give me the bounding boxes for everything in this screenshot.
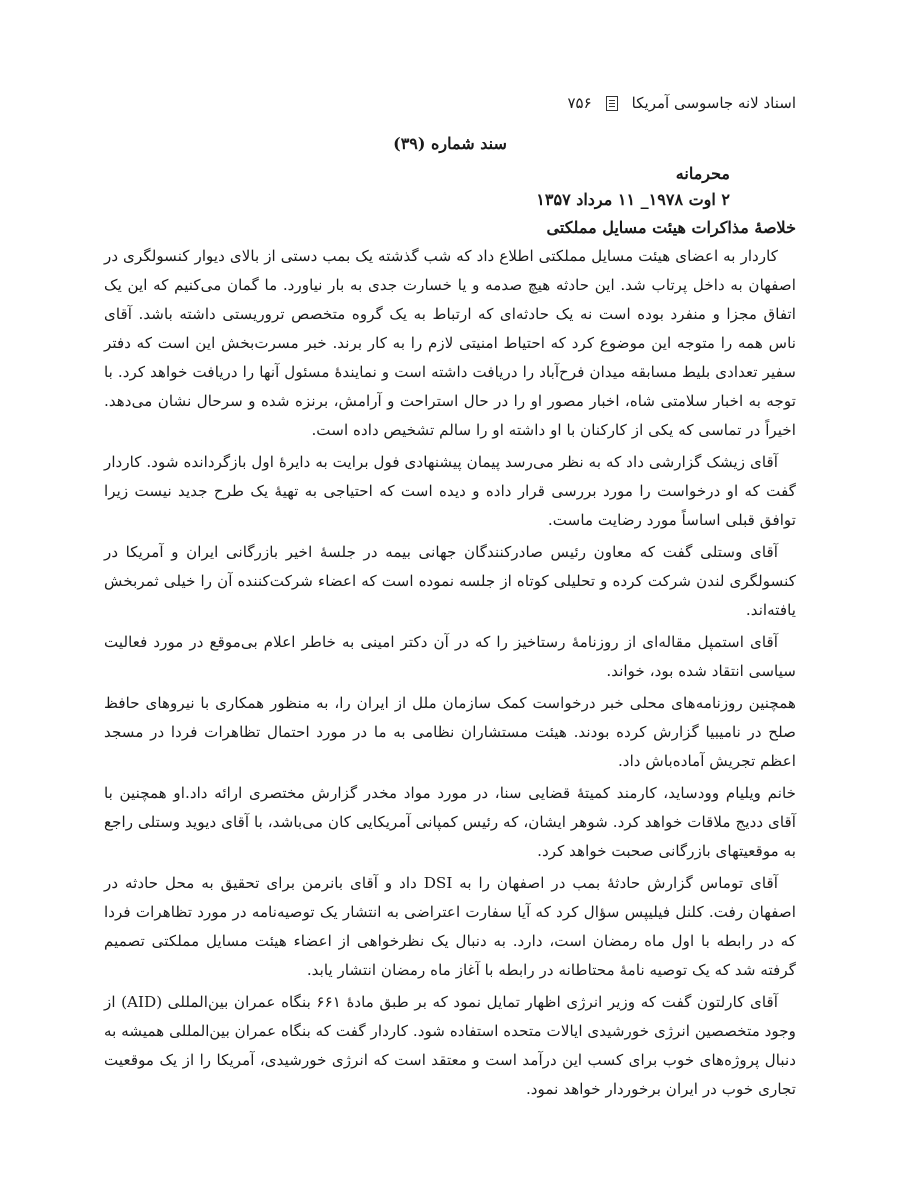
paragraph-7: آقای توماس گزارش حادثهٔ بمب در اصفهان را به DSI داد و آقای بانرمن برای تحقیق به محل حادثه در اصفهان رفت. کلنل فیلیپس سؤال کرد که آیا سفارت اعتراضی به انتشار یک توصیه‌نامه در مورد تظاهرات فردا که در رابطه با اول ماه رمضان است، دارد. به دنبال یک نظرخواهی از اعضاء هیئت مسایل مملکتی تصمیم گرفته شد که یک توصیه نامهٔ محتاطانه در رابطه با آغاز ماه رمضان انتشار یابد. xyxy=(104,874,796,979)
book-title: اسناد لانه جاسوسی آمریکا xyxy=(631,94,796,112)
document-number: سند شماره (۳۹) xyxy=(393,134,507,153)
paragraph-1: کاردار به اعضای هیئت مسایل مملکتی اطلاع داد که شب گذشته یک بمب دستی از بالای دیوار کنسولگری در اصفهان به داخل پرتاب شد. این حادثه هیچ صدمه و یا خسارت جدی به بار نیاورد. ما گمان می‌کنیم که این یک اتفاق مجزا و منفرد بوده است نه یک حادثه‌ای که ارتباط به یک گروه متخصص تروریستی داشته باشد. آقای ناس همه را متوجه این موضوع کرد که احتیاط امنیتی لازم را به کار برند. خبر مسرت‌بخش این است که دفتر سفیر تعدادی بلیط مسابقه میدان فرح‌آباد را دریافت داشته است و نمایندهٔ مسئول آنها را دریافت خواهد کرد. با توجه به اخبار سلامتی شاه، اخبار مصور او را در حال استراحت و آرامش، برنزه شده و سرحال نشان می‌دهد. اخیراً در تماسی که یکی از کارکنان با او داشته او را سالم تشخیص داده است. xyxy=(104,247,796,439)
document-icon xyxy=(606,96,618,111)
paragraph-5: همچنین روزنامه‌های محلی خبر درخواست کمک سازمان ملل از ایران را، به منظور همکاری با نیروهای حافظ صلح در نامیبیا گزارش کرده بودند. هیئت مستشاران نظامی به ما در مورد احتمال تظاهرات فردا در مسجد اعظم تجریش آماده‌باش داد. xyxy=(104,694,796,770)
summary-title: خلاصهٔ مذاکرات هیئت مسایل مملکتی xyxy=(546,218,796,237)
paragraph-3: آقای وستلی گفت که معاون رئیس صادرکنندگان جهانی بیمه در جلسهٔ اخیر بازرگانی ایران و آمریکا در کنسولگری لندن شرکت کرده و تحلیلی کوتاه از جلسه نموده است که اعضاء شرکت‌کننده آن را خیلی ثمربخش یافته‌اند. xyxy=(104,543,796,619)
paragraph-2: آقای زیشک گزارشی داد که به نظر می‌رسد پیمان پیشنهادی فول برایت به دایرهٔ اول بازگردانده شود. کاردار گفت که او درخواست را مورد بررسی قرار داده و دیده است که احتیاجی به تهیهٔ یک طرح جدید نیست زیرا توافق قبلی اساساً مورد رضایت ماست. xyxy=(104,453,796,529)
document-date: ۲ اوت ۱۹۷۸_ ۱۱ مرداد ۱۳۵۷ xyxy=(536,190,730,209)
page-number: ۷۵۶ xyxy=(567,94,592,112)
paragraph-4: آقای استمپل مقاله‌ای از روزنامهٔ رستاخیز را که در آن دکتر امینی به خاطر اعلام بی‌موقع در مورد فعالیت سیاسی انتقاد شده بود، خواند. xyxy=(104,633,796,680)
running-header xyxy=(568,94,797,112)
classification-label: محرمانه xyxy=(675,164,730,183)
document-body xyxy=(104,242,796,1107)
paragraph-6: خانم ویلیام وودساید، کارمند کمیتهٔ قضایی سنا، در مورد مواد مخدر گزارش مختصری ارائه داد.او همچنین با آقای ددیج ملاقات خواهد کرد. شوهر ایشان، که رئیس کمپانی آمریکایی کان می‌باشد، با آقای دیوید وستلی راجع به موقعیتهای بازرگانی صحبت خواهد کرد. xyxy=(104,784,796,860)
paragraph-8: آقای کارلتون گفت که وزیر انرژی اظهار تمایل نمود که بر طبق مادهٔ ۶۶۱ بنگاه عمران بین‌المللی (AID) از وجود متخصصین انرژی خورشیدی ایالات متحده استفاده شود. کاردار گفت که بنگاه عمران بین‌المللی همیشه به دنبال پروژه‌های خوب برای کسب این درآمد است و معتقد است که انرژی خورشیدی، آمریکا را از یک موقعیت تجاری خوب در ایران برخوردار خواهد نمود. xyxy=(104,993,796,1098)
